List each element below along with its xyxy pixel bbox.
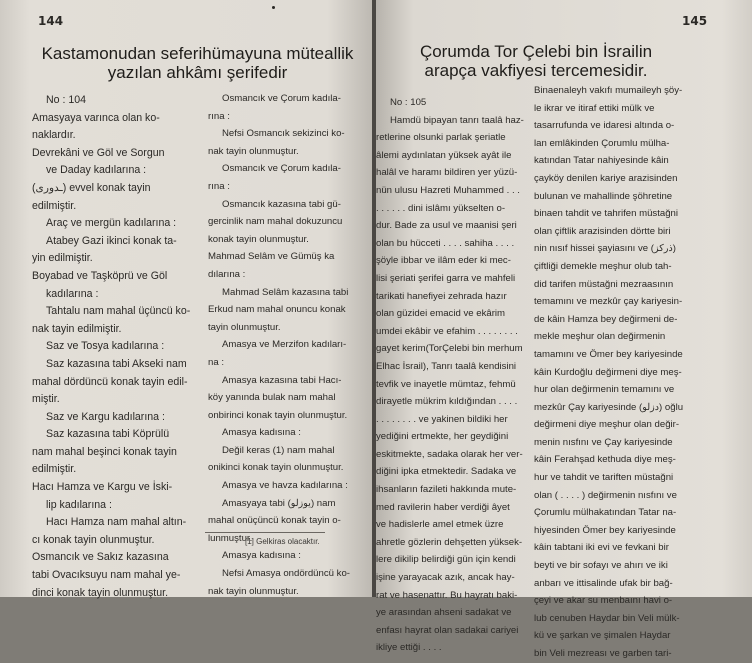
right-column-2	[534, 82, 710, 663]
left-col1-line: Hacı Hamza nam mahal altın-	[46, 516, 187, 529]
right-col1-line: umdei ekâbir ve efahim . . . . . . . .	[376, 325, 518, 337]
right-col1-line: tevfik ve inayetle mümtaz, fehmü	[376, 378, 516, 390]
right-col1-line: olan güzidei emacid ve ekârim	[376, 308, 506, 320]
left-col2-line: Değil keras (1) nam mahal	[222, 444, 335, 456]
right-col1-line: ahretle gözlerin dehşetten yüksek-	[376, 536, 523, 548]
left-col2-line: nak tayin olunmuştur.	[208, 145, 299, 157]
left-col1-line: tabi Ovacıksuyu nam mahal ye-	[32, 569, 181, 582]
right-col1-line: lere dikilip belirdiği gün için kendi	[376, 554, 516, 566]
right-title-line-1: Çorumda Tor Çelebi bin İsrailin	[419, 42, 653, 61]
left-col2-line: köy yanında bulak nam mahal	[208, 392, 336, 404]
left-col1-line: lip kadılarına :	[46, 498, 112, 511]
right-col2-line: bulunan ve mahallinde şöhretine	[534, 190, 673, 202]
left-col2-line: Nefsi Amasya ondördüncü ko-	[222, 568, 350, 580]
right-col2-line: kâin Kurdoğlu değirmeni diye meş-	[534, 366, 682, 378]
left-col2-line: Amasya ve havza kadılarına :	[222, 480, 348, 492]
right-col2-line: binaen tahdit ve tahrifen müstağni	[534, 208, 678, 220]
right-col2-line: lan emlâkinden Çorumlu mülha-	[534, 137, 670, 149]
left-col2-line: onbirinci konak tayin olunmuştur.	[208, 409, 348, 421]
left-col2-line: gercinlik nam mahal dokuzuncu	[208, 216, 343, 228]
footnote: [1] Gelkiras olacaktır.	[245, 537, 320, 546]
right-col2-line: çeyi ve akar su menbaını havi o-	[534, 595, 673, 607]
left-col1-line: dinci konak tayin olunmuştur.	[32, 586, 169, 599]
left-col1-line: Devrekâni ve Göl ve Sorgun	[32, 146, 165, 159]
left-col2-line: Nefsi Osmancık sekizinci ko-	[222, 128, 345, 140]
page-number-right: 145	[682, 14, 708, 28]
left-col2-line: Amasya kazasına tabi Hacı-	[222, 374, 342, 386]
left-title-line-1: Kastamonudan seferihümayuna müteallik	[41, 44, 354, 63]
ink-dot	[272, 6, 275, 9]
right-col1-line: eskitmekte, sadaka olarak her ver-	[376, 448, 523, 460]
right-col1-line: âlemi aydınlatan yüksek ayât ile	[376, 149, 512, 161]
right-col1-line: No : 105	[390, 97, 427, 108]
right-col2-line: de kâin Hamza bey değirmeni de-	[534, 313, 678, 325]
left-col1-line: Araç ve mergün kadılarına :	[46, 217, 177, 230]
right-col2-line: çiftliği demekle meşhur olub tah-	[534, 260, 672, 272]
right-col1-line: rat ve hasenattır. Bu hayratı baki-	[376, 589, 518, 601]
left-col1-line: Saz kazasına tabi Köprülü	[46, 428, 170, 441]
left-col1-line: ve Daday kadılarına :	[46, 164, 147, 177]
left-col1-line: miştir.	[32, 393, 60, 406]
right-col2-line: çayköy denilen kariye arazisinden	[534, 172, 678, 184]
left-col2-line: na :	[208, 356, 225, 368]
right-col2-line: olan ( . . . . ) değirmenin nısfını ve	[534, 489, 677, 501]
left-col1-line: Tahtalu nam mahal üçüncü ko-	[46, 305, 191, 318]
right-col1-line: nün ulusu Hazreti Muhammed . . .	[376, 184, 520, 196]
right-column-1	[376, 94, 532, 657]
left-col2-line: lunmuştur.	[208, 532, 253, 544]
left-col2-line: rına :	[208, 180, 230, 192]
left-col1-line: nak tayin edilmiştir.	[32, 322, 122, 335]
right-col2-line: hur ve tahdit ve tariften müstağni	[534, 472, 674, 484]
right-col2-line: kâin Ferahşad kethuda diye meş-	[534, 454, 676, 466]
right-col1-line: işine yarayacak azık, ancak hay-	[376, 572, 515, 584]
left-col1-line: naklardır.	[32, 129, 76, 142]
left-col2-line: onikinci konak tayin olunmuştur.	[208, 462, 344, 474]
left-col2-line: mahal onüçüncü konak tayin o-	[208, 515, 341, 527]
left-col2-line: Amasyaya tabi (يوزلو) nam	[222, 497, 336, 509]
right-col2-line: mezkûr Çay kariyesinde (دزلو) oğlu	[534, 401, 684, 413]
right-col1-line: olan bu hücceti . . . . sahiha . . . .	[376, 237, 515, 249]
right-col1-line: yediğini ertmekte, her geydiğini	[376, 431, 509, 443]
left-col1-line: kadılarına :	[46, 287, 99, 300]
left-col2-line: rına :	[208, 110, 230, 122]
left-col2-line: Osmancık kazasına tabi gü-	[222, 198, 341, 210]
left-col1-line: Amasyaya varınca olan ko-	[32, 111, 160, 124]
right-col2-line: nin nısıf hissei şayiasını ve (ذركز)	[534, 243, 676, 255]
left-col1-line: Saz ve Tosya kadılarına :	[46, 340, 165, 353]
left-col2-line: Amasya ve Merzifon kadıları-	[222, 339, 347, 351]
left-col1-line: cı konak tayin olunmuştur.	[32, 533, 155, 546]
left-col2-line: Osmancık ve Çorum kadıla-	[222, 163, 341, 175]
right-col1-line: halâl ve haramı bildiren yer yüzü-	[376, 167, 518, 179]
right-col2-line: hiyesinden Ömer bey kariyesinde	[534, 524, 676, 536]
left-col1-line: (ـدوری) evvel konak tayin	[32, 181, 151, 194]
left-col1-line: Hacı Hamza ve Kargu ve İski-	[32, 481, 173, 494]
right-col1-line: Elhac İsrail), Tanrı taalâ kendisini	[376, 360, 517, 372]
right-col1-line: diğini ipka etmektedir. Sadaka ve	[376, 466, 517, 478]
right-col1-line: gayet kerim(TorÇelebi bin merhum	[376, 343, 523, 355]
left-title-line-2: yazılan ahkâmı şerifedir	[107, 63, 288, 82]
right-col1-line: Hamdü bipayan tanrı taalâ haz-	[390, 114, 524, 126]
left-col2-line: tayin olunmuştur.	[208, 321, 281, 333]
right-col2-line: olan çiftlik arazisinden dörtte biri	[534, 225, 671, 237]
right-col2-line: temamını ve mezkûr çay kariyesin-	[534, 296, 683, 308]
left-col2-line: Amasya kadısına :	[222, 427, 301, 439]
right-col2-line: tamamını ve Ömer bey kariyesinde	[534, 348, 683, 360]
right-col1-line: ikliye ettiği . . . .	[376, 642, 442, 654]
right-page-title	[396, 42, 676, 80]
left-column-1	[32, 92, 192, 602]
right-col2-line: menin nısfını ve Çay kariyesinde	[534, 436, 673, 448]
right-col1-line: retlerine olsunki parlak şeriatle	[376, 132, 506, 144]
right-col2-line: anbarı ve ittisalinde ufak bir bağ-	[534, 577, 673, 589]
right-col1-line: lisi şeriati şerifei garra ve mahfeli	[376, 272, 516, 284]
right-col2-line: mekle meşhur olan değirmenin	[534, 331, 666, 343]
left-col1-line: Osmancık ve Sakız kazasına	[32, 551, 169, 564]
right-col2-line: lub cenuben Haydar bin Veli mülk-	[534, 612, 680, 624]
left-col1-line: nam mahal beşinci konak tayin	[32, 445, 177, 458]
right-col2-line: Binaenaleyh vakıfı mumaileyh şöy-	[534, 85, 683, 96]
right-col1-line: tarikati hanefiyei zehrada hazır	[376, 290, 507, 302]
left-col1-line: Saz kazasına tabi Akseki nam	[46, 357, 187, 370]
right-col2-line: bin Veli mezreası ve garben tari-	[534, 648, 672, 659]
right-col2-line: hur olan değirmenin temamını ve	[534, 384, 675, 396]
footnote-rule	[205, 532, 325, 533]
right-col2-line: katından Tatar nahiyesinde kâin	[534, 155, 669, 167]
left-col2-line: Osmancık ve Çorum kadıla-	[222, 93, 341, 104]
right-col1-line: . . . . . . . . ve yakinen bildiki her	[376, 413, 508, 425]
left-column-2	[208, 90, 368, 600]
right-col2-line: değirmeni diye meşhur olan değir-	[534, 419, 680, 431]
right-col2-line: Çorumlu mülhakatından Tatar na-	[534, 507, 677, 519]
right-col2-line: tasarrufunda ve idaresi altında o-	[534, 120, 675, 132]
left-col1-line: Saz ve Kargu kadılarına :	[46, 410, 165, 423]
left-col2-line: Erkud nam mahal onuncu konak	[208, 304, 346, 316]
left-col1-line: Boyabad ve Taşköprü ve Göl	[32, 269, 168, 282]
left-col2-line: Amasya kadısına :	[222, 550, 301, 562]
right-col2-line: did tarifen müstağni mezraasının	[534, 278, 674, 290]
left-col2-line: dılarına :	[208, 268, 246, 280]
left-col1-line: Atabey Gazi ikinci konak ta-	[46, 234, 177, 247]
right-col2-line: kü ve şarkan ve şimalen Haydar	[534, 630, 671, 642]
left-page	[0, 0, 372, 597]
right-col1-line: ye arasından ahseni sadakat ve	[376, 607, 512, 619]
right-col2-line: kâin tabtani iki evi ve fevkani bir	[534, 542, 669, 554]
right-col1-line: ve hadislerle amel etmek üzre	[376, 519, 504, 531]
right-col1-line: şöyle ibbar ve ilâm eder ki mec-	[376, 255, 511, 267]
right-col1-line: ihsanların fazileti hakkında mute-	[376, 484, 517, 496]
right-col1-line: . . . . . . dini islâmı yükselten o-	[376, 202, 506, 214]
right-col1-line: enfası hayrat olan sadakai cariyei	[376, 624, 519, 636]
right-col1-line: dirayetle mükrim kıldığından . . . .	[376, 396, 518, 408]
right-title-line-2: arapça vakfiyesi tercemesidir.	[424, 61, 648, 80]
left-col2-line: Mahmad Selâm kazasına tabi	[222, 286, 349, 298]
left-col2-line: konak tayin olunmuştur.	[208, 233, 309, 245]
left-col2-line: nak tayin olunmuştur.	[208, 585, 299, 597]
right-col2-line: le ikrar ve itiraf ettiki mülk ve	[534, 102, 655, 114]
right-page	[376, 0, 752, 659]
left-col1-line: yin edilmiştir.	[32, 252, 93, 265]
left-col1-line: mahal dördüncü konak tayin edil-	[32, 375, 188, 388]
left-col1-line: No : 104	[46, 94, 87, 106]
right-col2-line: beyti ve bir sofayı ve ahırı ve iki	[534, 560, 668, 572]
left-page-title	[30, 44, 365, 82]
right-col1-line: med ravilerin haber verdiği âyet	[376, 501, 510, 513]
left-col1-line: edilmiştir.	[32, 199, 77, 212]
page-number-left: 144	[38, 14, 64, 28]
left-col2-line: Mahmad Selâm ve Gümüş ka	[208, 251, 335, 263]
right-col1-line: dur. Bade za usul ve maanisi şeri	[376, 220, 517, 232]
left-col1-line: edilmiştir.	[32, 463, 77, 476]
